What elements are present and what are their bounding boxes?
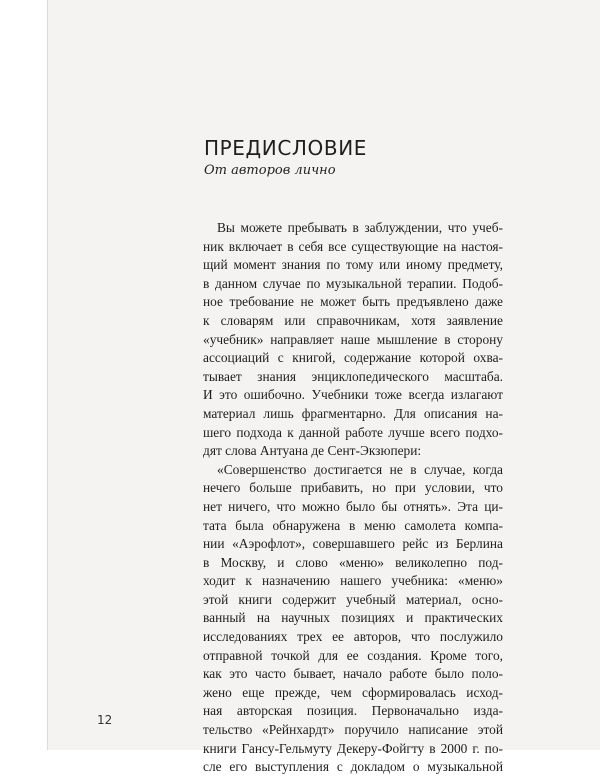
text-line: И это ошибочно. Учебники тоже всегда излагают bbox=[203, 387, 503, 403]
body-text bbox=[203, 219, 503, 777]
text-line: тельство «Рейнхардт» поручило написание этой bbox=[203, 722, 503, 738]
text-line: «учебник» направляет наше мышление в сторону bbox=[203, 331, 503, 347]
chapter-subheading: От авторов лично bbox=[204, 163, 336, 178]
text-line: «Совершенство достигается не в случае, когда bbox=[217, 461, 503, 477]
text-line: ник включает в себя все существующие на настоя- bbox=[203, 238, 503, 254]
text-line: ходит к назначению нашего учебника: «меню» bbox=[203, 573, 503, 589]
text-line: исследованиях трех ее авторов, что послужило bbox=[203, 629, 503, 645]
text-line: ассоциаций с книгой, содержание которой охва- bbox=[203, 350, 503, 366]
text-line: тата была обнаружена в меню самолета компа- bbox=[203, 517, 503, 533]
text-line: сле его выступления с докладом о музыкальной bbox=[203, 759, 503, 775]
text-line: шего подхода к данной работе лучше всего подхо- bbox=[203, 424, 503, 440]
text-line: как это часто бывает, начало работе было поло- bbox=[203, 666, 503, 682]
text-line: нии «Аэрофлот», совершавшего рейс из Берлина bbox=[203, 536, 503, 552]
text-line: ное требование не может быть предъявлено даже bbox=[203, 294, 503, 310]
text-line: Вы можете пребывать в заблуждении, что учеб- bbox=[217, 220, 503, 235]
text-line: отправной точкой для ее создания. Кроме того, bbox=[203, 647, 503, 663]
text-line: этой книги содержит учебный материал, осно- bbox=[203, 591, 503, 607]
text-line: дят слова Антуана де Сент-Экзюпери: bbox=[203, 443, 422, 459]
chapter-heading: ПРЕДИСЛОВИЕ bbox=[204, 136, 367, 160]
text-line: щий момент знания по тому или иному предмету, bbox=[203, 257, 503, 273]
text-line: тывает знания энциклопедического масштаба. bbox=[203, 368, 503, 384]
text-line: ная авторская позиция. Первоначально изда- bbox=[203, 703, 503, 719]
text-line: материал лишь фрагментарно. Для описания на- bbox=[203, 405, 503, 421]
text-line: нет ничего, что можно было бы отнять». Эта ци- bbox=[203, 498, 503, 514]
text-line: в данном случае по музыкальной терапии. Подоб- bbox=[203, 275, 503, 291]
text-line: в Москву, и слово «меню» великолепно под- bbox=[203, 554, 503, 570]
text-line: жено еще прежде, чем сформировалась исход- bbox=[203, 684, 503, 700]
text-line: к словарям или справочникам, хотя заявление bbox=[203, 312, 503, 328]
text-line: книги Гансу-Гельмуту Декеру-Фойгту в 2000 г. по- bbox=[203, 740, 503, 756]
page-number: 12 bbox=[97, 713, 113, 727]
text-line: ванный на научных позициях и практических bbox=[203, 610, 503, 626]
text-line: нечего больше прибавить, но при условии, что bbox=[203, 480, 503, 496]
